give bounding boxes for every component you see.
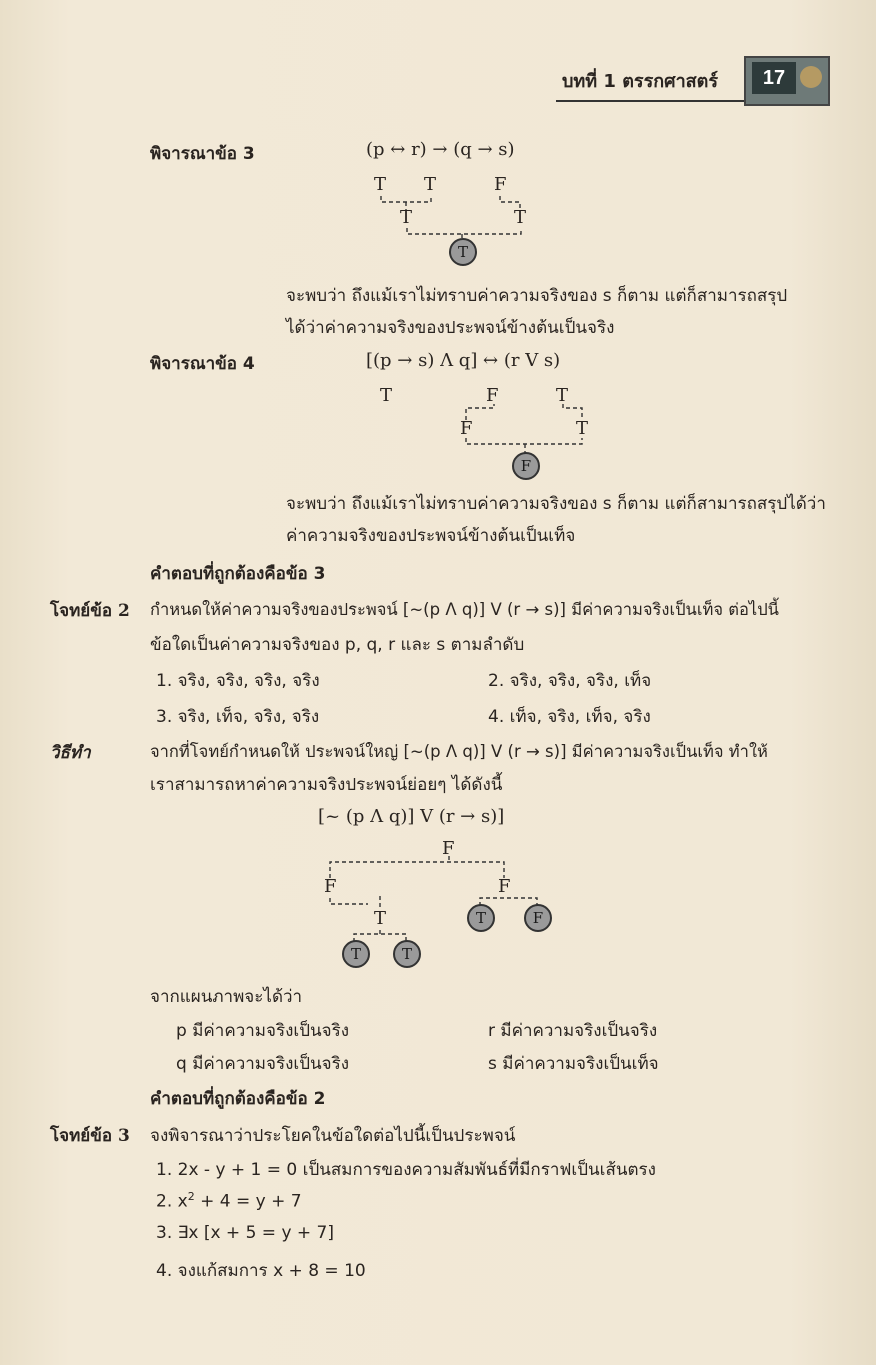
problem3-choice-2-exponent: 2 (187, 1190, 195, 1203)
item4-connector-disj (563, 404, 582, 420)
item3-connector-q-s (500, 196, 520, 210)
item3-explanation-line1: จะพบว่า ถึงแม้เราไม่ทราบค่าความจริงของ s ก็ตาม แต่ก็สามารถสรุป (286, 286, 788, 306)
item4-result-circle: F (512, 452, 540, 480)
item3-value-biconditional: T (400, 207, 413, 228)
item4-value-conjunction: F (460, 418, 473, 439)
problem2-choice-3: 3. จริง, เท็จ, จริง, จริง (156, 707, 320, 727)
result-r: r มีค่าความจริงเป็นจริง (488, 1021, 658, 1041)
page-number: 17 (752, 62, 796, 94)
problem3-choice-2-post: + 4 = y + 7 (194, 1191, 302, 1212)
solution-circle-s: F (524, 904, 552, 932)
item3-result-circle: T (449, 238, 477, 266)
problem3-choice-4: 4. จงแก้สมการ x + 8 = 10 (156, 1261, 366, 1281)
problem2-text-line1: กำหนดให้ค่าความจริงของประพจน์ [~(p Λ q)] V (r → s)] มีค่าความจริงเป็นเท็จ ต่อไปนี้ (150, 600, 779, 619)
answer1: คำตอบที่ถูกต้องคือข้อ 3 (150, 564, 326, 584)
item3-label: พิจารณาข้อ 3 (150, 144, 255, 164)
problem2-label: โจทย์ข้อ 2 (50, 601, 130, 621)
solution-connector-impl (480, 898, 537, 906)
item3-value-implication: T (514, 207, 527, 228)
solution-text-line1: จากที่โจทย์กำหนดให้ ประพจน์ใหญ่ [~(p Λ q)] V (r → s)] มีค่าความจริงเป็นเท็จ ทำให้ (150, 742, 768, 761)
result-s: s มีค่าความจริงเป็นเท็จ (488, 1054, 659, 1074)
problem2-text-line2: ข้อใดเป็นค่าความจริงของ p, q, r และ s ตามลำดับ (150, 635, 525, 655)
solution-value-conj: T (374, 908, 387, 929)
item4-connector-main (466, 438, 582, 444)
solution-connector-neg (330, 898, 368, 904)
item3-connector-p-r (381, 196, 431, 202)
problem2-choice-1: 1. จริง, จริง, จริง, จริง (156, 671, 320, 691)
item4-value-p-s: T (380, 385, 393, 406)
problem2-choice-2: 2. จริง, จริง, จริง, เท็จ (488, 671, 652, 691)
solution-circle-r: T (467, 904, 495, 932)
item3-explanation-line2: ได้ว่าค่าความจริงของประพจน์ข้างต้นเป็นจริง (286, 318, 615, 338)
item4-expression: [(p → s) Λ q] ↔ (r V s) (366, 350, 561, 371)
item4-explanation-line1: จะพบว่า ถึงแม้เราไม่ทราบค่าความจริงของ s ก็ตาม แต่ก็สามารถสรุปได้ว่า (286, 494, 826, 514)
item3-expression: (p ↔ r) → (q → s) (366, 139, 515, 160)
item4-explanation-line2: ค่าความจริงของประพจน์ข้างต้นเป็นเท็จ (286, 526, 576, 546)
problem3-text: จงพิจารณาว่าประโยคในข้อใดต่อไปนี้เป็นประพจน์ (150, 1126, 516, 1146)
solution-label: วิธีทำ (50, 743, 91, 763)
item4-value-r-or-s: T (556, 385, 569, 406)
problem3-choice-2-pre: 2. x (156, 1191, 188, 1212)
solution-text-line2: เราสามารถหาค่าความจริงประพจน์ย่อยๆ ได้ดังนี้ (150, 775, 503, 795)
problem3-choice-1: 1. 2x - y + 1 = 0 เป็นสมการของความสัมพันธ์ที่มีกราฟเป็นเส้นตรง (156, 1160, 656, 1180)
solution-connector-top (330, 862, 504, 878)
item4-connector-conj (466, 404, 494, 420)
problem3-label: โจทย์ข้อ 3 (50, 1126, 130, 1146)
solution-circle-p: T (342, 940, 370, 968)
item3-value-p-r-r: T (424, 174, 437, 195)
result-q: q มีค่าความจริงเป็นจริง (176, 1054, 349, 1074)
from-diagram-text: จากแผนภาพจะได้ว่า (150, 987, 303, 1007)
item3-connector-main (407, 228, 521, 234)
solution-value-whole: F (442, 838, 455, 859)
solution-circle-q: T (393, 940, 421, 968)
item4-value-disjunction: T (576, 418, 589, 439)
problem2-choice-4: 4. เท็จ, จริง, เท็จ, จริง (488, 707, 651, 727)
item3-value-s: F (494, 174, 507, 195)
answer2: คำตอบที่ถูกต้องคือข้อ 2 (150, 1089, 326, 1109)
chapter-title: บทที่ 1 ตรรกศาสตร์ (562, 71, 719, 92)
solution-expression: [~ (p Λ q)] V (r → s)] (318, 806, 505, 827)
item4-label: พิจารณาข้อ 4 (150, 354, 255, 374)
item4-value-q: F (486, 385, 499, 406)
solution-value-implication: F (498, 876, 511, 897)
result-p: p มีค่าความจริงเป็นจริง (176, 1021, 349, 1041)
item3-value-p-r-p: T (374, 174, 387, 195)
problem3-choice-3: 3. ∃x [x + 5 = y + 7] (156, 1223, 335, 1243)
solution-connector-conj (354, 934, 406, 942)
solution-value-not-conj: F (324, 876, 337, 897)
